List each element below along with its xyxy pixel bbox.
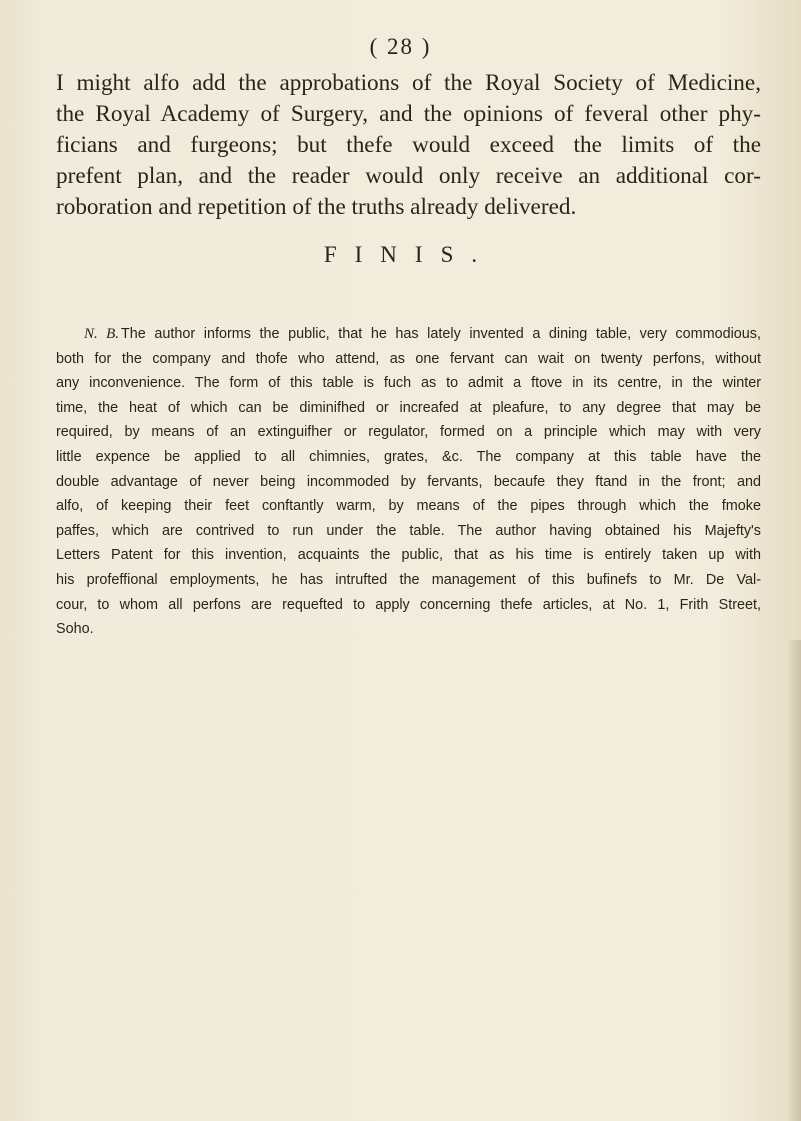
nota-bene-prefix: N. B. [84,326,119,342]
page-edge-shadow [787,640,801,1121]
nota-bene-paragraph [56,322,761,642]
note-line: both for the company and thofe who attend, as one fervant can wait on twenty perfons, without [56,350,761,367]
page-number: ( 28 ) [369,34,432,59]
note-line: any inconvenience. The form of this table is fuch as to admit a ftove in its centre, in the winter [56,375,761,392]
finis-heading: FINIS. [323,242,496,267]
note-line: his profeffional employments, he has intrufted the management of this bufinefs to Mr. De Val- [56,571,761,588]
note-line: time, the heat of which can be diminifhed or increafed at pleafure, to any degree that may be [56,399,761,416]
note-line: paffes, which are contrived to run under the table. The author having obtained his Majefty's [56,522,761,539]
main-paragraph [56,68,761,223]
note-line: alfo, of keeping their feet conftantly warm, by means of the pipes through which the fmoke [56,498,761,515]
main-line: ficians and furgeons; but thefe would exceed the limits of the [56,132,761,158]
note-line: cour, to whom all perfons are requefted to apply concerning thefe articles, at No. 1, Frith Street, [56,596,761,613]
main-line: roboration and repetition of the truths already delivered. [56,194,577,220]
main-line: the Royal Academy of Surgery, and the opinions of feveral other phy- [56,101,761,127]
note-line: Letters Patent for this invention, acquaints the public, that as his time is entirely taken up with [56,547,761,564]
note-first-line-text: The author informs the public, that he has lately invented a dining table, very commodious, [121,326,761,342]
note-line: Soho. [56,621,94,638]
note-line: double advantage of never being incommoded by fervants, becaufe they ftand in the front; and [56,473,761,490]
main-line: prefent plan, and the reader would only receive an additional cor- [56,163,761,189]
note-first-line [56,322,761,347]
main-line: I might alfo add the approbations of the Royal Society of Medicine, [56,70,761,96]
note-line: required, by means of an extinguifher or regulator, formed on a principle which may with very [56,424,761,441]
note-line: little expence be applied to all chimnies, grates, &c. The company at this table have the [56,448,761,465]
